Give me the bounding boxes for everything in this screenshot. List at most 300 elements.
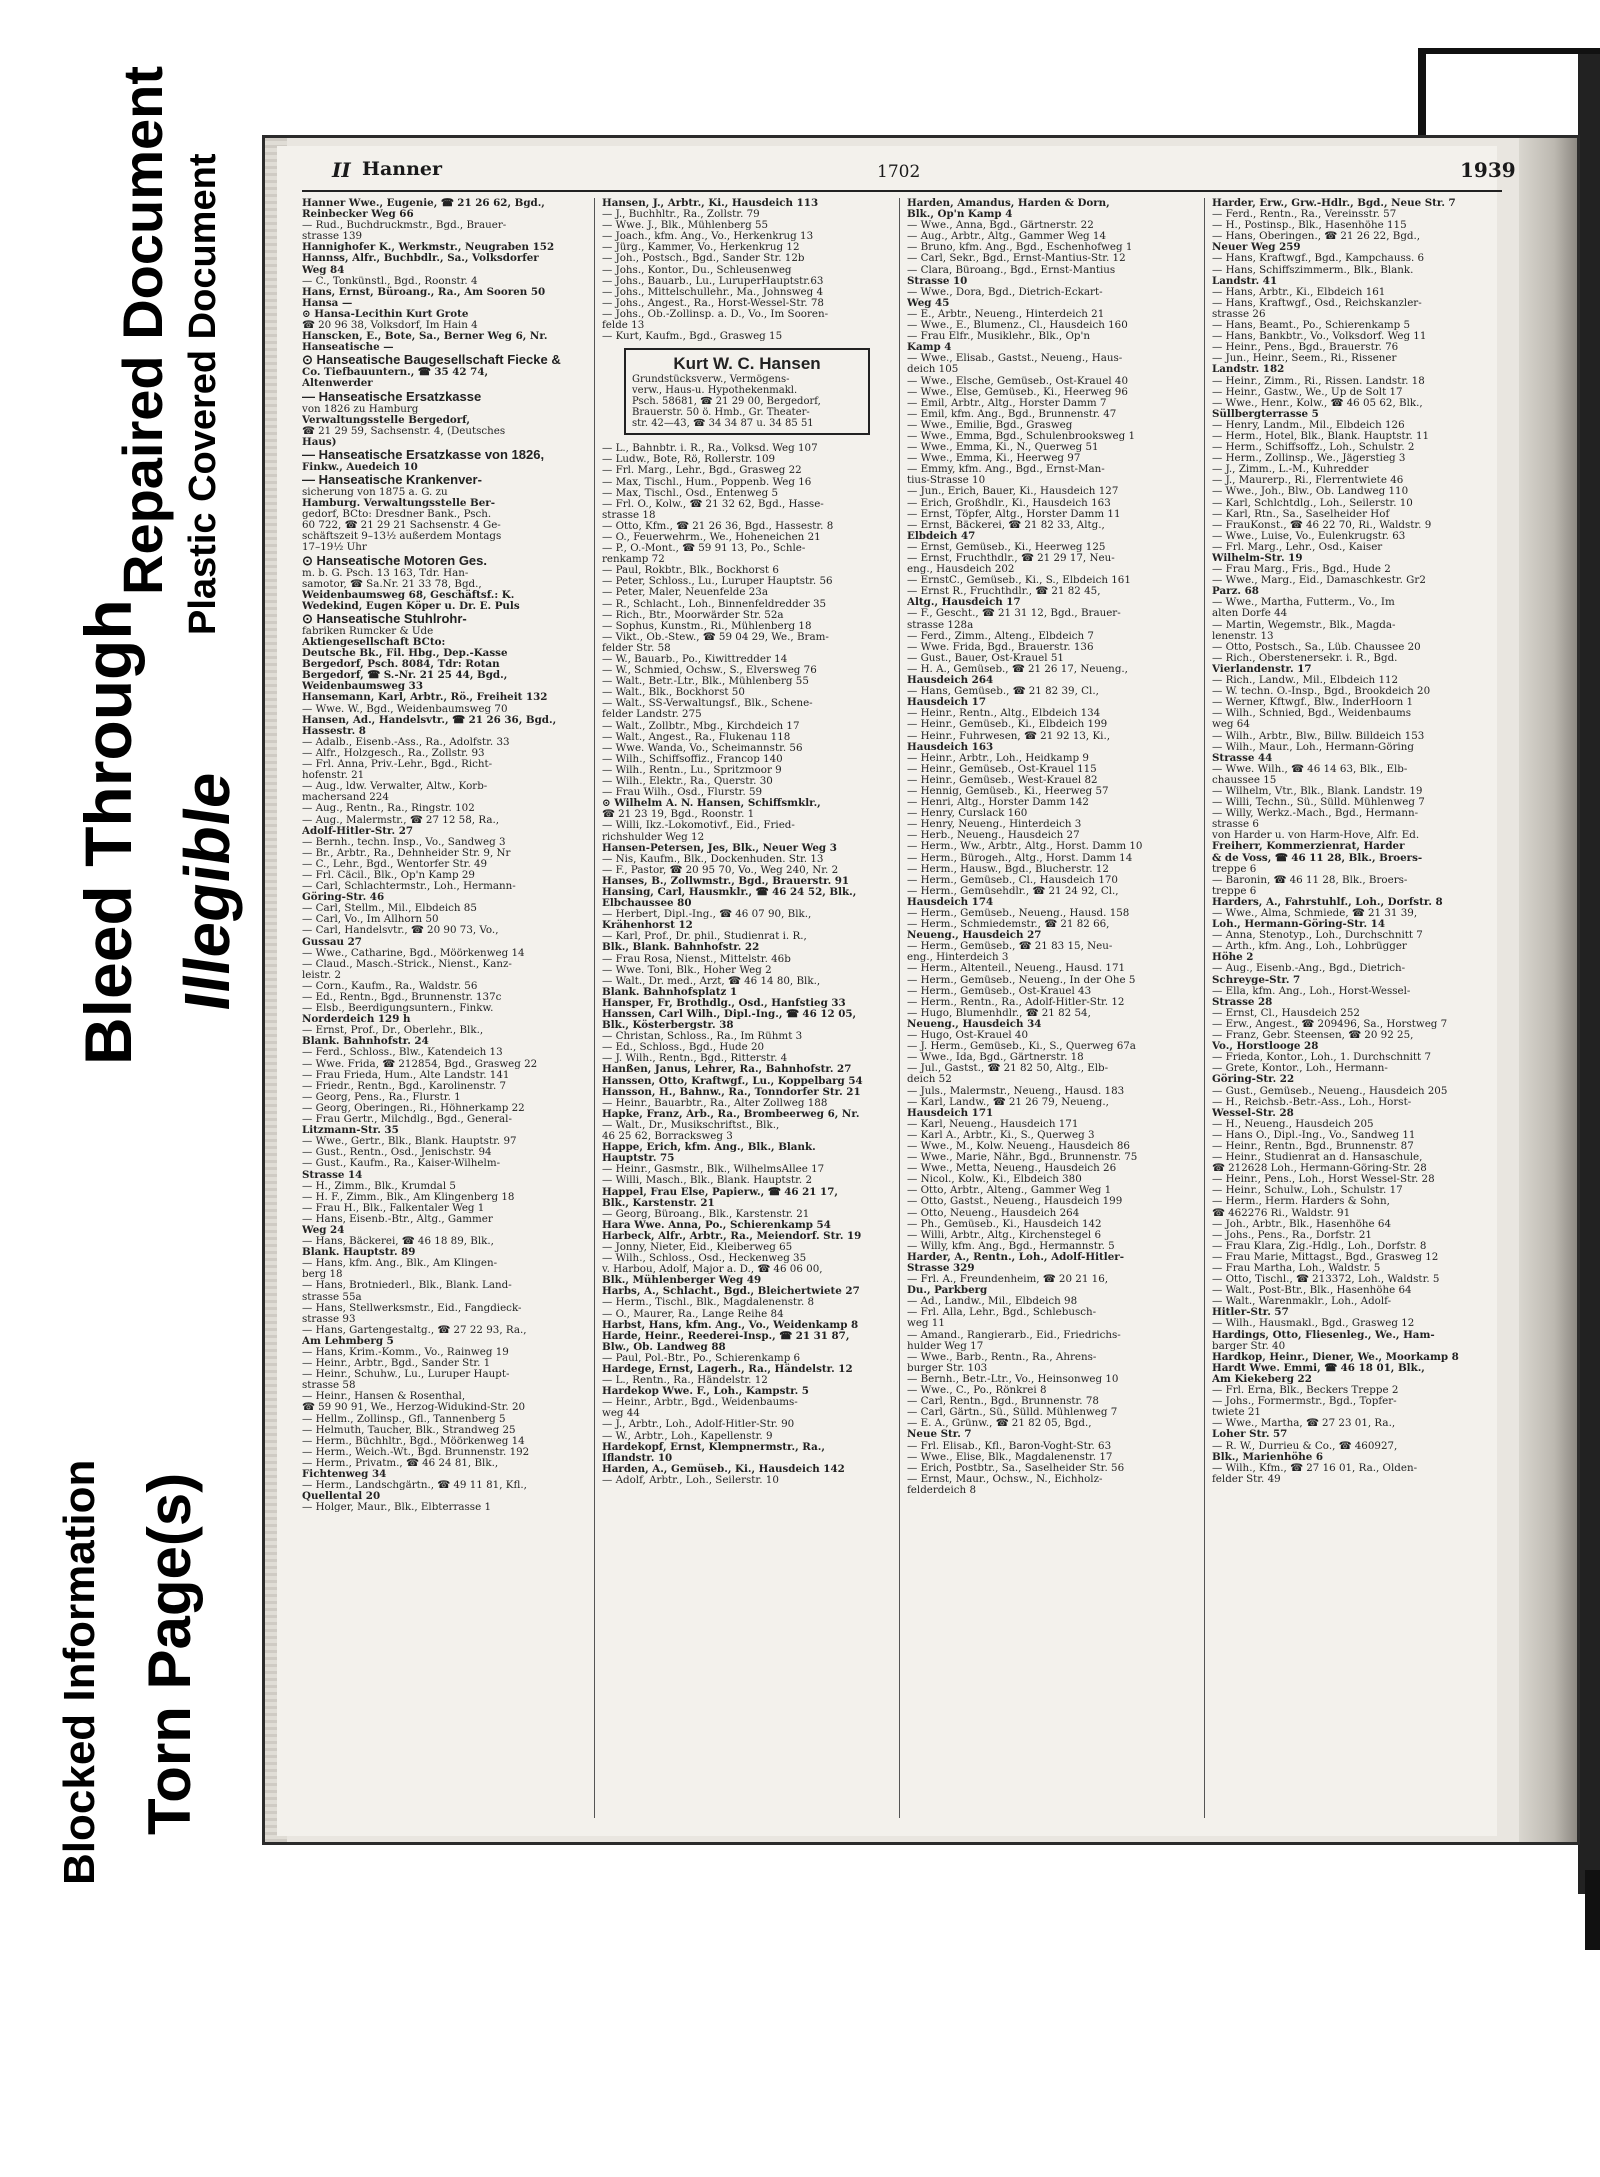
- condition-labels: [0, 0, 265, 2177]
- directory-line: strasse 128a: [907, 618, 974, 631]
- directory-line: felde 13: [602, 319, 645, 332]
- directory-line: — Frl. Marg., Lehr., Osd., Kaiser: [1212, 540, 1383, 553]
- directory-line: — Emmy, kfm. Ang., Bgd., Ernst-Man-: [907, 463, 1105, 476]
- directory-line: — Ferd., Schloss., Blw., Katendeich 13: [302, 1046, 503, 1059]
- directory-line: — Heinr., Rentn., Altg., Elbdeich 134: [907, 707, 1101, 720]
- directory-line: — Wwe., E., Blumenz., Cl., Hausdeich 160: [907, 319, 1128, 332]
- directory-line: Hardekop Wwe. F., Loh., Kampstr. 5: [602, 1385, 809, 1398]
- directory-line: — Emil, kfm. Ang., Bgd., Brunnenstr. 47: [907, 407, 1117, 420]
- directory-line: — Karl, Landw., ☎ 21 26 79, Neueng.,: [907, 1095, 1109, 1108]
- directory-line: — Ernst, Töpfer, Altg., Horster Damm 11: [907, 507, 1121, 520]
- directory-line: — Karl, Neueng., Hausdeich 171: [907, 1117, 1079, 1130]
- directory-line: — FrauKonst., ☎ 46 22 70, Ri., Waldstr. 9: [1212, 518, 1432, 531]
- directory-line: von Harder u. von Harm-Hove, Alfr. Ed.: [1212, 829, 1420, 842]
- directory-line: Loher Str. 57: [1212, 1428, 1288, 1441]
- directory-line: — Ad., Landw., Mil., Elbdeich 98: [907, 1295, 1078, 1308]
- directory-line: — Heinr., Rentn., Bgd., Brunnenstr. 87: [1212, 1139, 1414, 1152]
- directory-line: — L., Bahnbtr. i. R., Ra., Volksd. Weg 107: [602, 442, 818, 455]
- directory-line: Hausdeich 171: [907, 1106, 994, 1119]
- directory-line: lenenstr. 13: [1212, 629, 1274, 642]
- directory-line: — Wilh., Schloss., Osd., Heckenweg 35: [602, 1252, 807, 1265]
- directory-line: Litzmann-Str. 35: [302, 1124, 399, 1137]
- directory-line: Hausdeich 174: [907, 895, 994, 908]
- directory-line: — Walt., Post-Btr., Blk., Hasenhöhe 64: [1212, 1284, 1412, 1297]
- directory-line: — P., O.-Mont., ☎ 59 91 13, Po., Schle-: [602, 542, 806, 555]
- directory-line: Hardt Wwe. Emmi, ☎ 46 18 01, Blk.,: [1212, 1361, 1425, 1374]
- directory-line: gedorf, BCto: Dresdner Bank., Psch.: [302, 508, 492, 521]
- directory-line: Hansper, Fr, Brothdlg., Osd., Hanfstieg 33: [602, 996, 846, 1009]
- directory-line: Parz. 68: [1212, 585, 1259, 598]
- directory-line: — Wilh., Rentn., Lu., Spritzmoor 9: [602, 763, 782, 776]
- column-3: [907, 198, 1197, 1818]
- directory-line: — Wilh., Hausmakl., Bgd., Grasweg 12: [1212, 1317, 1415, 1330]
- directory-line: — Heinr., Hansen & Rosenthal,: [302, 1390, 466, 1403]
- directory-line: Blank. Hauptstr. 89: [302, 1246, 416, 1259]
- directory-line: — Carl, Handelsvtr., ☎ 20 90 73, Vo.,: [302, 924, 499, 937]
- directory-line: — Kurt, Kaufm., Bgd., Grasweg 15: [602, 330, 783, 343]
- directory-line: — Wwe., Luise, Vo., Eulenkrugstr. 63: [1212, 529, 1406, 542]
- directory-line: — Hans, Stellwerksmstr., Eid., Fangdieck-: [302, 1301, 522, 1314]
- directory-line: — Karl, Schlchtdlg., Loh., Seilerstr. 10: [1212, 496, 1413, 509]
- directory-line: — Grete, Kontor., Loh., Hermann-: [1212, 1062, 1388, 1075]
- directory-line: — Bernh., techn. Insp., Vo., Sandweg 3: [302, 835, 506, 848]
- directory-line: Hassestr. 8: [302, 724, 366, 737]
- directory-line: — Herm., Gemüseb., Cl., Hausdeich 170: [907, 873, 1118, 886]
- directory-line: Du., Parkberg: [907, 1284, 988, 1297]
- label-plastic-covered-document: Plastic Covered Document: [182, 153, 224, 635]
- directory-line: — H. A., Gemüseb., ☎ 21 26 17, Neueng.,: [907, 662, 1128, 675]
- directory-line: eng., Hausdeich 202: [907, 563, 1015, 576]
- directory-line: — W., Bauarb., Po., Kiwittredder 14: [602, 653, 788, 665]
- directory-line: — Frl. Elisab., Kfl., Baron-Voght-Str. 63: [907, 1439, 1112, 1452]
- directory-line: — O., Maurer, Ra., Lange Reihe 84: [602, 1307, 784, 1320]
- directory-line: Iflandstr. 10: [602, 1451, 673, 1464]
- directory-line: treppe 6: [1212, 884, 1257, 897]
- directory-line: — Hans, Gemüseb., ☎ 21 82 39, Cl.,: [907, 685, 1099, 698]
- directory-line: v. Harbou, Adolf, Major a. D., ☎ 46 06 00,: [602, 1263, 823, 1276]
- directory-line: — Corn., Kaufm., Ra., Waldstr. 56: [302, 979, 478, 992]
- directory-line: Fichtenweg 34: [302, 1468, 387, 1481]
- directory-line: — H. F., Zimm., Blk., Am Klingenberg 18: [302, 1190, 515, 1203]
- directory-line: — Hans, Arbtr., Ki., Elbdeich 161: [1212, 285, 1386, 298]
- directory-line: weg 44: [602, 1407, 640, 1420]
- directory-line: — W., Schmied, Ochsw., S., Elversweg 76: [602, 664, 817, 677]
- directory-line: — Herm., Schmiedemstr., ☎ 21 82 66,: [907, 918, 1110, 931]
- directory-line: — Karl A., Arbtr., Ki., S., Querweg 3: [907, 1128, 1095, 1141]
- directory-line: — Wwe., Martha, ☎ 27 23 01, Ra.,: [1212, 1417, 1396, 1430]
- directory-line: — Heinr., Bauarbtr., Ra., Alter Zollweg 188: [602, 1096, 828, 1109]
- directory-line: strasse 26: [1212, 307, 1266, 320]
- directory-line: schäftszeit 9–13½ außerdem Montags: [302, 530, 502, 543]
- directory-line: Hansa —: [302, 296, 353, 309]
- directory-line: — Gust., Rentn., Osd., Jenischstr. 94: [302, 1146, 492, 1159]
- directory-line: — Frl. Alla, Lehr., Bgd., Schlebusch-: [907, 1306, 1097, 1319]
- directory-line: — Wilh., Schnied, Bgd., Weidenbaums: [1212, 707, 1412, 720]
- directory-line: — Willi, Techn., Sü., Sülld. Mühlenweg 7: [1212, 796, 1425, 809]
- directory-line: — Hans, Beamt., Po., Schierenkamp 5: [1212, 319, 1411, 332]
- directory-line: — Hans, Kraftwgf., Osd., Reichskanzler-: [1212, 296, 1422, 309]
- directory-line: Hardkop, Heinr., Diener, We., Moorkamp 8: [1212, 1350, 1459, 1363]
- directory-line: — Wilh., Schiffsoffiz., Francop 140: [602, 752, 783, 765]
- header-keyword: Hanner: [362, 158, 442, 180]
- page-spine-shadow: [1519, 138, 1577, 1842]
- directory-line: — Carl, Rentn., Bgd., Brunnenstr. 78: [907, 1395, 1099, 1408]
- directory-line: Hansen, Ad., Handelsvtr., ☎ 21 26 36, Bgd.,: [302, 713, 557, 726]
- directory-line: — Heinr., Schulw., Loh., Schulstr. 17: [1212, 1184, 1403, 1197]
- directory-line: — Rud., Buchdruckmstr., Bgd., Brauer-: [302, 219, 507, 232]
- directory-line: — Jonny, Nieter, Eid., Kleiberweg 65: [602, 1240, 793, 1253]
- directory-line: Norderdeich 129 h: [302, 1013, 411, 1026]
- directory-line: Freiherr, Kommerzienrat, Harder: [1212, 840, 1405, 853]
- directory-line: — Herm., Rentn., Ra., Adolf-Hitler-Str. 12: [907, 995, 1125, 1008]
- directory-line: barger Str. 40: [1212, 1339, 1286, 1352]
- scanned-page: [262, 135, 1580, 1845]
- directory-line: 60 722, ☎ 21 29 21 Sachsenstr. 4 Ge-: [302, 519, 501, 532]
- directory-line: — Otto, Kfm., ☎ 21 26 36, Bgd., Hassestr. 8: [602, 519, 834, 532]
- directory-line: — J., Zimm., L.-M., Kuhredder: [1212, 463, 1369, 476]
- directory-line: — Georg, Oberingen., Ri., Höhnerkamp 22: [302, 1101, 525, 1114]
- directory-line: hofenstr. 21: [302, 769, 365, 782]
- directory-line: Altenwerder: [302, 377, 373, 390]
- directory-line: Hausdeich 264: [907, 674, 994, 687]
- directory-line: — Gust., Kaufm., Ra., Kaiser-Wilhelm-: [302, 1157, 501, 1170]
- directory-line: — Hans, Schiffszimmerm., Blk., Blank.: [1212, 263, 1414, 276]
- directory-line: Altg., Hausdeich 17: [907, 596, 1021, 609]
- directory-line: — Gust., Gemüseb., Neueng., Hausdeich 205: [1212, 1084, 1448, 1097]
- directory-line: Weg 84: [302, 263, 345, 276]
- directory-line: Psch. 58681, ☎ 21 29 00, Bergedorf,: [632, 396, 821, 408]
- directory-line: — Erich, Großhdlr., Ki., Hausdeich 163: [907, 496, 1111, 509]
- directory-line: — Heinr., Zimm., Ri., Rissen. Landstr. 18: [1212, 374, 1425, 387]
- directory-line: — Herm., Altenteil., Neueng., Hausd. 171: [907, 962, 1126, 975]
- directory-line: — Wwe., Martha, Futterm., Vo., Im: [1212, 596, 1395, 609]
- directory-line: — Karl, Rtn., Sa., Saselheider Hof: [1212, 507, 1390, 520]
- directory-line: Blk., Karstenstr. 21: [602, 1196, 715, 1209]
- advertisement-lines: [632, 374, 862, 429]
- directory-line: — Herb., Neueng., Hausdeich 27: [907, 829, 1080, 842]
- label-torn-pages: Torn Page(s): [136, 1472, 203, 1835]
- directory-line: — Frieda, Kontor., Loh., 1. Durchschnitt 7: [1212, 1051, 1431, 1064]
- directory-line: ☎ 212628 Loh., Hermann-Göring-Str. 28: [1212, 1162, 1427, 1175]
- directory-line: — Frau Marg., Fris., Bgd., Hude 2: [1212, 563, 1391, 576]
- directory-line: Blank. Bahnhofsplatz 1: [602, 985, 738, 998]
- directory-line: — Heinr., Pens., Loh., Horst Wessel-Str. 28: [1212, 1173, 1435, 1186]
- directory-line: — W., Arbtr., Loh., Kapellenstr. 9: [602, 1429, 773, 1442]
- directory-line: — Wwe., M., Kolw. Neueng., Hausdeich 86: [907, 1139, 1130, 1152]
- directory-line: Hardege, Ernst, Lagerh., Ra., Händelstr. 12: [602, 1363, 853, 1375]
- directory-line: — Frl. Cäcil., Blk., Op'n Kamp 29: [302, 868, 475, 881]
- directory-line: — Hans, Oberingen., ☎ 21 26 22, Bgd.,: [1212, 230, 1421, 243]
- directory-line: — Willy, Werkz.-Mach., Bgd., Hermann-: [1212, 807, 1419, 820]
- directory-line: — H., Neueng., Hausdeich 205: [1212, 1117, 1374, 1130]
- directory-line: Am Lehmberg 5: [302, 1334, 394, 1347]
- directory-line: — Heinr., Gasmstr., Blk., WilhelmsAllee 17: [602, 1163, 825, 1176]
- directory-line: — Ludw., Bote, Rö, Rollerstr. 109: [602, 453, 776, 466]
- directory-line: — Johs., Kontor., Du., Schleusenweg: [602, 263, 792, 276]
- directory-line: — Herm., Privatm., ☎ 46 24 81, Blk.,: [302, 1456, 499, 1469]
- directory-line: — Georg, Pens., Ra., Flurstr. 1: [302, 1090, 461, 1103]
- directory-line: Kamp 4: [907, 341, 952, 354]
- advertisement-title: Kurt W. C. Hansen: [673, 354, 821, 374]
- directory-line: — Frau Rosa, Nienst., Mittelstr. 46b: [602, 952, 791, 965]
- directory-line: ⊙ Wilhelm A. N. Hansen, Schiffsmklr.,: [602, 797, 821, 810]
- directory-line: — Frau Martha, Loh., Waldstr. 5: [1212, 1262, 1381, 1274]
- directory-line: — Wilh., Maur., Loh., Hermann-Göring: [1212, 740, 1414, 753]
- directory-line: leistr. 2: [302, 968, 341, 981]
- directory-line: — Gust., Bauer, Ost-Krauel 51: [907, 651, 1064, 664]
- directory-line: — Heinr., Gemüseb., West-Krauel 82: [907, 773, 1098, 786]
- directory-line: Krähenhorst 12: [602, 919, 693, 932]
- directory-line: Haus): [302, 435, 337, 448]
- directory-line: Harder, Erw., Grw.-Hdlr., Bgd., Neue Str. 7: [1212, 198, 1456, 209]
- directory-line: — Jürg., Kammer, Vo., Herkenkrug 12: [602, 241, 800, 254]
- directory-line: Neue Str. 7: [907, 1428, 972, 1441]
- directory-line: — Aug., Eisenb.-Ang., Bgd., Dietrich-: [1212, 962, 1406, 975]
- directory-line: Neuer Weg 259: [1212, 241, 1301, 254]
- directory-line: — Johs., Pens., Ra., Dorfstr. 21: [1212, 1228, 1372, 1241]
- directory-columns: [302, 198, 1502, 1818]
- directory-line: Hitler-Str. 57: [1212, 1306, 1289, 1319]
- directory-line: Hausdeich 163: [907, 740, 994, 753]
- label-repaired-document: Repaired Document: [111, 66, 174, 595]
- directory-line: Landstr. 41: [1212, 274, 1278, 287]
- directory-line: Vo., Horstlooge 28: [1212, 1040, 1319, 1053]
- directory-line: — Herm., Büchhltr., Bgd., Möörkenweg 14: [302, 1434, 525, 1447]
- directory-line: — Frau H., Blk., Falkentaler Weg 1: [302, 1201, 485, 1214]
- directory-line: Harders, A., Fahrstuhlf., Loh., Dorfstr. 8: [1212, 895, 1443, 908]
- directory-line: — F., Gescht., ☎ 21 31 12, Bgd., Brauer-: [907, 607, 1121, 620]
- directory-line: — Juls., Malermstr., Neueng., Hausd. 183: [907, 1084, 1125, 1097]
- directory-line: ⊙ Hanseatische Stuhlrohr-: [302, 610, 467, 626]
- directory-line: — Wwe., Henr., Kolw., ☎ 46 05 62, Blk.,: [1212, 396, 1423, 409]
- directory-line: — Henry, Landm., Mil., Elbdeich 126: [1212, 418, 1405, 431]
- directory-line: — Br., Arbtr., Ra., Dehnheider Str. 9, Nr: [302, 846, 511, 859]
- directory-line: Adolf-Hitler-Str. 27: [302, 824, 414, 837]
- directory-line: — Adalb., Eisenb.-Ass., Ra., Adolfstr. 33: [302, 735, 510, 748]
- directory-line: Blk., Kösterbergstr. 38: [602, 1019, 734, 1032]
- directory-line: Weg 24: [302, 1223, 345, 1236]
- directory-line: — H., Zimm., Blk., Krumdal 5: [302, 1179, 456, 1192]
- directory-line: — Wwe., Elisab., Gastst., Neueng., Haus-: [907, 352, 1123, 365]
- directory-line: ⊙ Hanseatische Motoren Ges.: [302, 552, 488, 568]
- directory-line: — Hanseatische Krankenver-: [302, 471, 482, 487]
- directory-line: — Werner, Kftwgf., Blw., InderHoorn 1: [1212, 696, 1414, 709]
- directory-line: Quellental 20: [302, 1490, 381, 1503]
- directory-line: — Heinr., Gemüseb., Ost-Krauel 115: [907, 762, 1097, 775]
- directory-line: strasse 18: [602, 508, 656, 521]
- directory-line: — Franz, Gebr. Steensen, ☎ 20 92 25,: [1212, 1029, 1414, 1042]
- directory-line: — Walt., Zollbtr., Mbg., Kirchdeich 17: [602, 719, 800, 732]
- directory-line: Reinbecker Weg 66: [302, 208, 414, 221]
- directory-line: — Ernst, Gemüseb., Ki., Heerweg 125: [907, 540, 1106, 553]
- directory-line: Hanner Wwe., Eugenie, ☎ 21 26 62, Bgd.,: [302, 198, 545, 209]
- directory-line: Süllbergterrasse 5: [1212, 407, 1319, 420]
- directory-line: Verwaltungsstelle Bergedorf,: [302, 413, 470, 426]
- directory-line: — Hans, Kraftwgf., Bgd., Kampchauss. 6: [1212, 252, 1425, 265]
- directory-line: & de Voss, ☎ 46 11 28, Blk., Broers-: [1212, 851, 1423, 864]
- directory-line: — Herm., Bürogeh., Altg., Horst. Damm 14: [907, 851, 1133, 864]
- directory-line: Blw., Ob. Landweg 88: [602, 1340, 726, 1353]
- directory-line: — Bernh., Betr.-Ltr., Vo., Heinsonweg 10: [907, 1372, 1119, 1385]
- directory-line: Hans, Ernst, Büroang., Ra., Am Sooren 50: [302, 285, 546, 298]
- directory-line: Gussau 27: [302, 935, 362, 948]
- directory-line: Deutsche Bk., Fil. Hbg., Dep.-Kasse: [302, 647, 508, 660]
- directory-line: Hannss, Alfr., Buchbdlr., Sa., Volksdorfer: [302, 252, 539, 265]
- directory-line: Wessel-Str. 28: [1212, 1106, 1294, 1119]
- directory-line: treppe 6: [1212, 862, 1257, 875]
- column-2: [602, 198, 892, 1818]
- directory-line: — Herm., Schiffsoffz., Loh., Schulstr. 2: [1212, 441, 1415, 454]
- directory-line: — Herbert, Dipl.-Ing., ☎ 46 07 90, Blk.,: [602, 908, 812, 921]
- directory-line: — Erw., Angest., ☎ 209496, Sa., Horstweg 7: [1212, 1017, 1448, 1030]
- directory-line: Göring-Str. 46: [302, 891, 385, 904]
- directory-line: — Sophus, Kunstm., Ri., Mühlenberg 18: [602, 619, 812, 632]
- directory-line: felder Landstr. 275: [602, 708, 702, 721]
- directory-line: Strasse 10: [907, 274, 968, 287]
- directory-line: Neueng., Hausdeich 34: [907, 1017, 1042, 1030]
- directory-line: — H., Postinsp., Blk., Hasenhöhe 115: [1212, 219, 1407, 232]
- directory-line: — Hans, kfm. Ang., Blk., Am Klingen-: [302, 1257, 498, 1270]
- directory-line: alten Dorfe 44: [1212, 607, 1288, 620]
- directory-line: — Bruno, kfm. Ang., Bgd., Eschenhofweg 1: [907, 241, 1133, 254]
- directory-line: — Peter, Maler, Neuenfelde 23a: [602, 586, 768, 599]
- directory-line: — Frau Gertr., Milchdlg., Bgd., General-: [302, 1113, 512, 1126]
- directory-line: Hardekopf, Ernst, Klempnermstr., Ra.,: [602, 1440, 825, 1453]
- directory-line: — Ernst, Maur., Ochsw., N., Eichholz-: [907, 1472, 1103, 1485]
- directory-line: — Aug., ldw. Verwalter, Altw., Korb-: [302, 780, 488, 793]
- directory-line: Schreyge-Str. 7: [1212, 973, 1301, 986]
- directory-line: — Ernst, Prof., Dr., Oberlehr., Blk.,: [302, 1024, 484, 1037]
- directory-line: Hausdeich 17: [907, 696, 987, 709]
- directory-line: — Frl. A., Freundenheim, ☎ 20 21 16,: [907, 1273, 1109, 1286]
- directory-line: — Otto, Tischl., ☎ 213372, Loh., Waldstr. 5: [1212, 1273, 1440, 1286]
- directory-line: — Wwe. Wanda, Vo., Scheimannstr. 56: [602, 741, 803, 754]
- directory-line: — Herm., Tischl., Blk., Magdalenenstr. 8: [602, 1296, 815, 1309]
- directory-line: — Frl. Anna, Priv.-Lehr., Bgd., Richt-: [302, 758, 493, 771]
- directory-line: — E. A., Grünw., ☎ 21 82 05, Bgd.,: [907, 1417, 1092, 1430]
- directory-line: chaussee 15: [1212, 773, 1277, 786]
- directory-line: verw., Haus-u. Hypothekenmakl.: [632, 385, 798, 397]
- directory-line: — Clara, Büroang., Bgd., Ernst-Mantius: [907, 263, 1116, 276]
- directory-line: — Max, Tischl., Hum., Poppenb. Weg 16: [602, 475, 812, 488]
- scan-edge-artifact: [1585, 1870, 1600, 1950]
- directory-line: ☎ 59 90 91, We., Herzog-Widukind-Str. 20: [302, 1401, 526, 1414]
- directory-line: — Wwe., Catharine, Bgd., Möörkenweg 14: [302, 946, 525, 959]
- directory-line: — Elsb., Beerdigungsuntern., Finkw.: [302, 1002, 494, 1015]
- directory-line: Hara Wwe. Anna, Po., Schierenkamp 54: [602, 1218, 831, 1231]
- directory-line: — Herm., Herm. Harders & Sohn,: [1212, 1195, 1390, 1208]
- directory-line: — Joh., Postsch., Bgd., Sander Str. 12b: [602, 252, 805, 265]
- directory-line: — Helmuth, Taucher, Blk., Strandweg 25: [302, 1423, 516, 1436]
- directory-line: — Hellm., Zollinsp., Gfl., Tannenberg 5: [302, 1412, 506, 1425]
- directory-line: — H., Reichsb.-Betr.-Ass., Loh., Horst-: [1212, 1095, 1412, 1108]
- column-1: [302, 198, 587, 1818]
- directory-line: — Heinr., Gastw., We., Up de Solt 17: [1212, 385, 1403, 398]
- column-divider: [899, 198, 900, 1818]
- directory-year: 1939: [1460, 158, 1516, 182]
- directory-line: — Heinr., Arbtr., Bgd., Weidenbaums-: [602, 1396, 798, 1409]
- directory-line: — Martin, Wegemstr., Blk., Magda-: [1212, 618, 1396, 631]
- directory-line: Happe, Erich, kfm. Ang., Blk., Blank.: [602, 1141, 816, 1154]
- directory-line: — Johs., Mittelschullehr., Ma., Johnsweg 4: [602, 285, 824, 298]
- directory-line: — Otto, Gastst., Neueng., Hausdeich 199: [907, 1195, 1123, 1208]
- directory-line: ☎ 21 23 19, Bgd., Roonstr. 1: [602, 808, 755, 821]
- directory-line: m. b. G. Psch. 13 163, Tdr. Han-: [302, 566, 469, 579]
- directory-line: 17–19½ Uhr: [302, 541, 367, 554]
- column-divider: [1204, 198, 1205, 1818]
- directory-line: Brauerstr. 50 ö. Hmb., Gr. Theater-: [632, 407, 810, 419]
- directory-line: — Otto, Postsch., Sa., Lüb. Chaussee 20: [1212, 640, 1421, 653]
- directory-line: Blk., Blank. Bahnhofstr. 22: [602, 941, 760, 954]
- directory-line: — Frl. Marg., Lehr., Bgd., Grasweg 22: [602, 464, 802, 477]
- directory-line: — Herm., Hausw., Bgd., Blucherstr. 12: [907, 862, 1109, 875]
- directory-line: Weidenbaumsweg 33: [302, 680, 424, 693]
- directory-line: fabriken Rumcker & Ude: [302, 624, 434, 637]
- directory-line: — Ed., Schloss., Bgd., Hude 20: [602, 1041, 765, 1054]
- scan-edge-artifact: [1578, 54, 1600, 1894]
- directory-line: — Paul, Rokbtr., Blk., Bockhorst 6: [602, 564, 779, 577]
- directory-line: — Heinr., Schuhw., Lu., Luruper Haupt-: [302, 1368, 510, 1381]
- directory-line: str. 42—43, ☎ 34 34 87 u. 34 85 51: [632, 418, 814, 430]
- directory-line: — Frau Elfr., Musiklehr., Blk., Op'n: [907, 330, 1090, 343]
- directory-line: — Ernst, Bäckerei, ☎ 21 82 33, Altg.,: [907, 518, 1105, 531]
- directory-line: — Wwe., Barb., Rentn., Ra., Ahrens-: [907, 1350, 1097, 1363]
- directory-line: strasse 139: [302, 230, 363, 243]
- directory-line: — Herm., Ww., Arbtr., Altg., Horst. Damm 10: [907, 840, 1143, 853]
- directory-line: — ErnstC., Gemüseb., Ki., S., Elbdeich 161: [907, 574, 1131, 587]
- directory-line: ⊙ Hanseatische Baugesellschaft Fiecke &: [302, 352, 561, 368]
- directory-line: — Herm., Weich.-Wt., Bgd. Brunnenstr. 192: [302, 1445, 530, 1458]
- directory-line: Hansing, Carl, Hausmklr., ☎ 46 24 52, Blk.,: [602, 885, 857, 898]
- directory-line: — Frau Wilh., Osd., Flurstr. 59: [602, 786, 763, 799]
- directory-line: — Wwe., Dora, Bgd., Dietrich-Eckart-: [907, 285, 1103, 298]
- directory-line: 46 25 62, Borracksweg 3: [602, 1130, 733, 1143]
- directory-line: Harbs, A., Schlacht., Bgd., Bleichertwiete 27: [602, 1285, 860, 1298]
- directory-line: — Wwe. Frida, Bgd., Brauerstr. 136: [907, 640, 1094, 653]
- directory-line: — Max, Tischl., Osd., Entenweg 5: [602, 486, 779, 499]
- directory-line: — Heinr., Arbtr., Bgd., Sander Str. 1: [302, 1357, 491, 1370]
- directory-line: — Walt., Betr.-Ltr., Blk., Mühlenberg 55: [602, 675, 809, 688]
- directory-line: Harden, A., Gemüseb., Ki., Hausdeich 142: [602, 1462, 845, 1475]
- directory-line: Strasse 28: [1212, 995, 1273, 1008]
- advertisement-box: [624, 348, 870, 435]
- directory-line: — Nis, Kaufm., Blk., Dockenhuden. Str. 13: [602, 852, 824, 865]
- directory-line: — Walt., Dr., Musikschriftst., Blk.,: [602, 1118, 780, 1131]
- directory-line: Wilhelm-Str. 19: [1212, 552, 1303, 564]
- directory-line: — Ella, kfm. Ang., Loh., Horst-Wessel-: [1212, 984, 1411, 997]
- directory-line: — Otto, Arbtr., Alteng., Gammer Weg 1: [907, 1184, 1112, 1197]
- directory-line: twiete 21: [1212, 1406, 1261, 1419]
- directory-line: Hansen-Petersen, Jes, Blk., Neuer Weg 3: [602, 841, 837, 854]
- directory-line: — Henry, Curslack 160: [907, 807, 1028, 820]
- directory-line: — Carl, Stellm., Mil., Elbdeich 85: [302, 902, 477, 915]
- directory-line: — Heinr., Gemüseb., Ki., Elbdeich 199: [907, 718, 1108, 731]
- directory-line: Harbst, Hans, kfm. Ang., Vo., Weidenkamp 8: [602, 1318, 859, 1331]
- directory-line: weg 64: [1212, 718, 1250, 731]
- directory-line: tius-Strasse 10: [907, 474, 986, 487]
- directory-line: — Ed., Rentn., Bgd., Brunnenstr. 137c: [302, 991, 502, 1003]
- directory-line: weg 11: [907, 1317, 945, 1330]
- directory-line: Hardings, Otto, Fliesenleg., We., Ham-: [1212, 1328, 1435, 1341]
- directory-line: — Ernst, Cl., Hausdeich 252: [1212, 1006, 1360, 1019]
- page-number: 1702: [877, 162, 921, 182]
- label-bleed-through: Bleed Through: [71, 599, 145, 1065]
- directory-line: Wedekind, Eugen Köper u. Dr. E. Puls: [302, 599, 520, 612]
- directory-line: Hansen, J., Arbtr., Ki., Hausdeich 113: [602, 198, 819, 209]
- directory-line: — Johs., Angest., Ra., Horst-Wessel-Str. 78: [602, 296, 824, 309]
- directory-line: — Wwe., Elsche, Gemüseb., Ost-Krauel 40: [907, 374, 1129, 387]
- directory-line: — Hugo, Ost-Krauel 40: [907, 1029, 1029, 1042]
